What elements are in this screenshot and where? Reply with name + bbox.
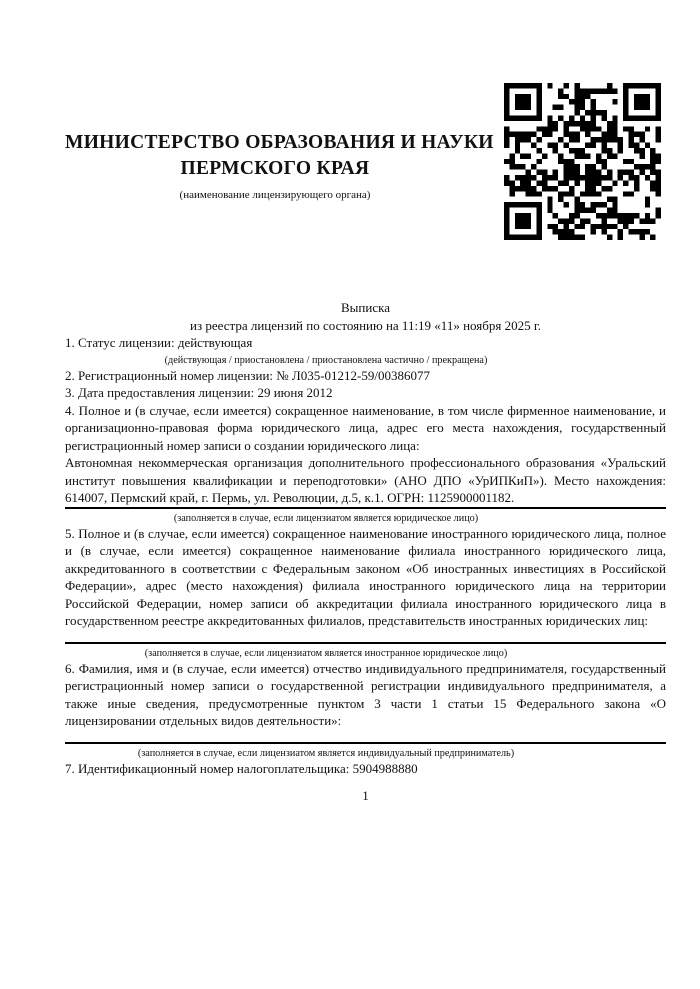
item-6-annotation-wrap bbox=[65, 747, 587, 760]
item-5-annotation-wrap bbox=[65, 647, 587, 660]
item-1-status-options-note: (действующая / приостановлена / приостановлена частично / прекращена) bbox=[164, 354, 488, 366]
item-3-grant-date: 3. Дата предоставления лицензии: 29 июня 2012 bbox=[65, 385, 333, 400]
item-5-value bbox=[65, 630, 666, 642]
page-number: 1 bbox=[362, 788, 369, 803]
item-4-annotation-wrap bbox=[65, 512, 587, 525]
item-5-annotation: (заполняется в случае, если лицензиатом является иностранное юридическое лицо) bbox=[144, 647, 508, 659]
ministry-name-line1: МИНИСТЕРСТВО ОБРАЗОВАНИЯ И НАУКИ bbox=[65, 132, 494, 153]
item-4-value: Автономная некоммерческая организация дополнительного профессионального образования «Уральский институт повышения квалификации и переподготовки» (АНО ДПО «УрИПКиП»). Место нахождения: 614007, Пермский край, г. Пермь, ул. Революции, д.5, к.1. ОГРН: 1125900001182. bbox=[65, 455, 666, 505]
item-1-note-wrap bbox=[65, 354, 587, 367]
item-6-label: 6. Фамилия, имя и (в случае, если имеется) отчество индивидуального предпринимателя, государственный регистрационный номер записи о государственной регистрации индивидуального предпринимателя, а также иные сведения, предусмотренные пунктом 3 части 1 статьи 15 Федерального закона «О лицензировании отдельных видов деятельности»: bbox=[65, 660, 666, 728]
item-6-annotation: (заполняется в случае, если лицензиатом является индивидуальный предприниматель) bbox=[137, 747, 515, 759]
title-line1: Выписка bbox=[341, 300, 390, 315]
qr-code-icon bbox=[504, 83, 661, 240]
item-4-annotation: (заполняется в случае, если лицензиатом является юридическое лицо) bbox=[173, 512, 479, 524]
item-4-fill-line bbox=[65, 507, 666, 509]
ministry-header bbox=[65, 0, 494, 202]
item-6-value bbox=[65, 730, 666, 742]
document-title bbox=[65, 299, 666, 334]
item-4-label: 4. Полное и (в случае, если имеется) сокращенное наименование, в том числе фирменное наименование, и организационно-правовая форма юридического лица, адрес его места нахождения, государственный регистрационный номер записи о создании юридического лица: bbox=[65, 402, 666, 453]
title-line2: из реестра лицензий по состоянию на 11:19 «11» ноября 2025 г. bbox=[190, 317, 541, 333]
item-1-license-status: 1. Статус лицензии: действующая bbox=[65, 335, 253, 350]
ministry-name-line2: ПЕРМСКОГО КРАЯ bbox=[180, 158, 370, 179]
item-5-label: 5. Полное и (в случае, если имеется) сокращенное наименование иностранного юридического лица, полное и (в случае, если имеется) сокращенное наименование филиала иностранного юридического лица, аккредитованного в соответствии с Федеральным законом «Об иностранных инвестициях в Российской Федерации», адрес (место нахождения) филиала иностранного юридического лица на территории Российской Федерации, номер записи об аккредитации филиала иностранного юридического лица в государственном реестре аккредитованных филиалов, представительств иностранных юридических лиц: bbox=[65, 525, 666, 628]
item-2-registration-number: 2. Регистрационный номер лицензии: № Л035-01212-59/00386077 bbox=[65, 367, 431, 383]
item-6-fill-line bbox=[65, 742, 666, 744]
item-5-fill-line bbox=[65, 642, 666, 644]
licensing-authority-caption: (наименование лицензирующего органа) bbox=[179, 189, 371, 201]
item-7-taxpayer-id: 7. Идентификационный номер налогоплательщика: 5904988880 bbox=[65, 760, 418, 776]
